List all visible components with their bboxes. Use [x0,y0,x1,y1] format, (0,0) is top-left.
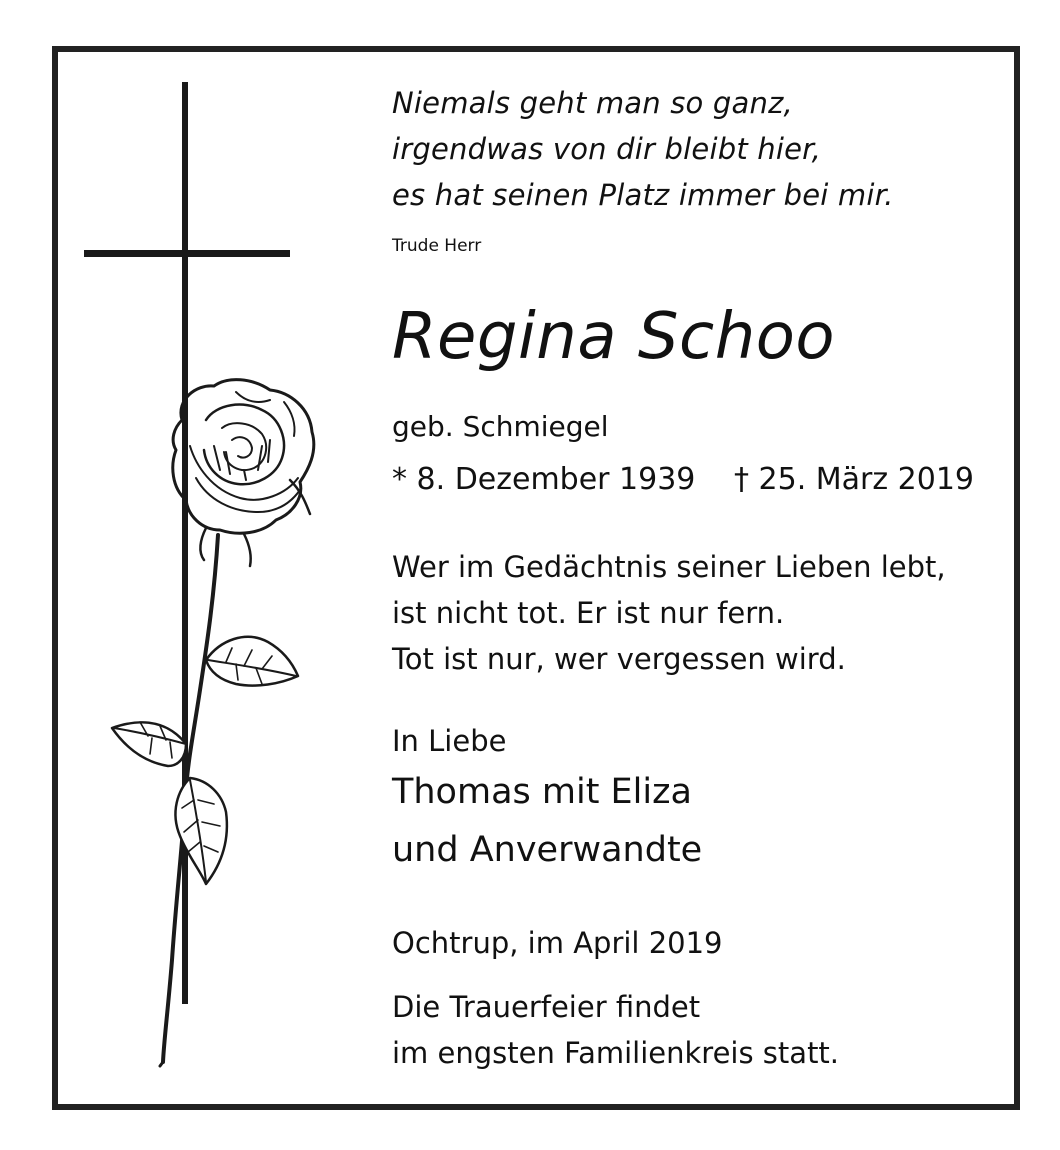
maiden-name: geb. Schmiegel [392,410,609,443]
verse-line-3: Tot ist nur, wer vergessen wird. [392,642,846,676]
verse-line-2: ist nicht tot. Er ist nur fern. [392,596,785,630]
mourners-intro: In Liebe [392,724,507,758]
notice-line-2: im engsten Familienkreis statt. [392,1036,840,1070]
quote-line-2: irgendwas von dir bleibt hier, [392,132,822,166]
quote-line-3: es hat seinen Platz immer bei mir. [392,178,894,212]
quote-author: Trude Herr [392,236,482,256]
notice-line-1: Die Trauerfeier findet [392,990,701,1024]
verse-line-1: Wer im Gedächtnis seiner Lieben lebt, [392,550,946,584]
mourners-line-1: Thomas mit Eliza [392,772,692,812]
place-date: Ochtrup, im April 2019 [392,926,723,960]
birth-date: * 8. Dezember 1939 [392,462,696,497]
quote-line-1: Niemals geht man so ganz, [392,86,793,120]
death-date: † 25. März 2019 [734,462,975,497]
mourners-line-2: und Anverwandte [392,830,703,870]
deceased-name: Regina Schoo [392,300,836,374]
